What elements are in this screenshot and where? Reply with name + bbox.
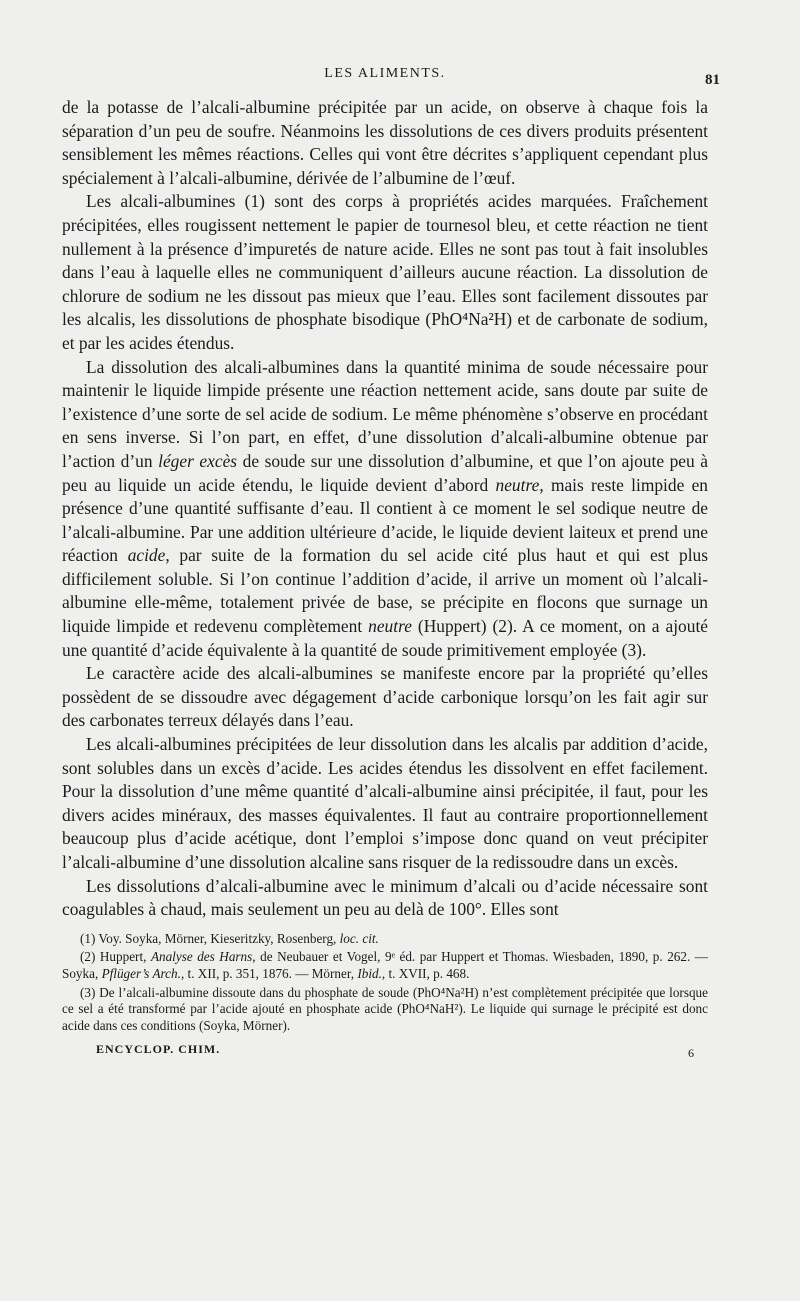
footnote-2 xyxy=(62,949,708,982)
italic-run: acide xyxy=(127,545,166,566)
text-run: de la potasse de l’alcali-albumine précipitée par un acide, on observe à chaque fois la séparation d’un peu de soufre. Néanmoins les dissolutions de ces divers produits présentent sensiblement les mêmes réactions. Celles qui vont être décrites s’appliquent cependant plus spécialement à l’alcali-albumine, dérivée de l’albumine de l’œuf. xyxy=(62,97,708,188)
paragraph-2 xyxy=(62,190,708,355)
paragraph-4 xyxy=(62,662,708,733)
text-run: , mais reste limpide en présence d’une quantité suffisante d’eau. Il contient à ce moment le sel sodique neutre de l’alcali-albumine. Par une addition ultérieure d’acide, le liquide devient laiteux et prend une réaction xyxy=(62,474,708,566)
text-run: (1) Voy. Soyka, Mörner, Kieseritzky, Rosenberg, xyxy=(80,930,340,946)
text-run: Les dissolutions d’alcali-albumine avec le minimum d’alcali ou d’acide nécessaire sont coagulables à chaud, mais seulement un peu au delà de 100°. Elles sont xyxy=(62,875,708,920)
page-header xyxy=(62,58,720,88)
text-run: , t. XVII, p. 468. xyxy=(381,965,470,981)
paragraph-3 xyxy=(62,356,708,663)
paragraph-5 xyxy=(62,733,708,875)
text-run: (2) Huppert, xyxy=(80,949,151,965)
page-number: 81 xyxy=(705,72,720,88)
text-run: Les alcali-albumines (1) sont des corps à propriétés acides marquées. Fraîchement précipitées, elles rougissent nettement le papier de tournesol bleu, et cette réaction ne tient nullement à la présence d’impuretés de nature acide. Elles ne sont pas tout à fait insolubles dans l’eau à laquelle elles ne communiquent d’ailleurs aucune réaction. La dissolution de chlorure de sodium ne les dissout pas mieux que l’eau. Elles sont facilement dissoutes par les alcalis, les dissolutions de phosphate bisodique (PhO⁴Na²H) et de carbonate de sodium, et par les acides étendus. xyxy=(62,191,708,353)
text-run: , par suite de la formation du sel acide cité plus haut et qui est plus difficilement soluble. Si l’on continue l’addition d’acide, il arrive un moment où l’alcali-albumine elle-même, totalement privée de base, se précipite en flocons que surnage un liquide limpide et redevenu complètement xyxy=(62,545,708,637)
page-footer xyxy=(62,1040,708,1060)
text-run: de soude sur une dissolution d’albumine, et que l’on ajoute peu à peu au liquide un acide étendu, le liquide devient d’abord xyxy=(62,450,709,495)
italic-run: neutre xyxy=(368,616,412,637)
text-run: Les alcali-albumines précipitées de leur dissolution dans les alcalis par addition d’acide, sont solubles dans un excès d’acide. Les acides étendus les dissolvent en effet facilement. Pour la dissolution d’une même quantité d’alcali-albumine ainsi précipitée, il faut, pour les divers acides minéraux, des masses équivalentes. Il faut au contraire proportionnellement beaucoup plus d’acide acétique, dont l’emploi s’impose donc quand on veut précipiter l’alcali-albumine d’une dissolution alcaline sans risquer de la redissoudre dans un excès. xyxy=(62,734,708,872)
printer-signature: ENCYCLOP. CHIM. xyxy=(96,1042,221,1057)
text-run: La dissolution des alcali-albumines dans la quantité minima de soude nécessaire pour maintenir le liquide limpide présente une réaction nettement acide, sans doute par suite de l’existence d’une sorte de sel acide de sodium. Le même phénomène s’observe en procédant en sens inverse. Si l’on part, en effet, d’une dissolution d’alcali-albumine obtenue par l’action d’un xyxy=(62,356,708,471)
footnotes xyxy=(62,931,708,1035)
running-head: LES ALIMENTS. xyxy=(324,66,446,81)
text-run: (3) De l’alcali-albumine dissoute dans du phosphate de soude (PhO⁴Na²H) n’est complètement précipitée que lorsque ce sel a été transformé par l’acide ajouté en phosphate acide (PhO⁴NaH²). Le liquide qui surnage le précipité est donc acide dans ces conditions (Soyka, Mörner). xyxy=(62,984,708,1033)
footnote-1 xyxy=(62,931,708,948)
italic-run: Pflüger’s Arch. xyxy=(101,965,181,981)
sheet-number: 6 xyxy=(688,1046,694,1061)
text-run: , de Neubauer et Vogel, 9ᵉ éd. par Huppert et Thomas. Wiesbaden, 1890, p. 262. — Soyka, xyxy=(62,949,708,981)
body-text xyxy=(62,96,708,922)
paragraph-1 xyxy=(62,96,708,190)
footnote-3 xyxy=(62,985,708,1035)
italic-run: Analyse des Harns xyxy=(150,949,253,965)
italic-run: neutre xyxy=(495,474,540,495)
text-run: (Huppert) (2). A ce moment, on a ajouté une quantité d’acide équivalente à la quantité de soude primitivement employée (3). xyxy=(62,616,709,660)
paragraph-6 xyxy=(62,875,708,922)
italic-run: loc. cit. xyxy=(339,930,379,946)
italic-run: léger excès xyxy=(158,450,238,471)
text-run: , t. XII, p. 351, 1876. — Mörner, xyxy=(180,965,358,981)
italic-run: Ibid. xyxy=(357,965,382,981)
text-run: Le caractère acide des alcali-albumines se manifeste encore par la propriété qu’elles possèdent de se dissoudre avec dégagement d’acide carbonique lorsqu’on les fait agir sur des carbonates terreux délayés dans l’eau. xyxy=(62,663,708,731)
